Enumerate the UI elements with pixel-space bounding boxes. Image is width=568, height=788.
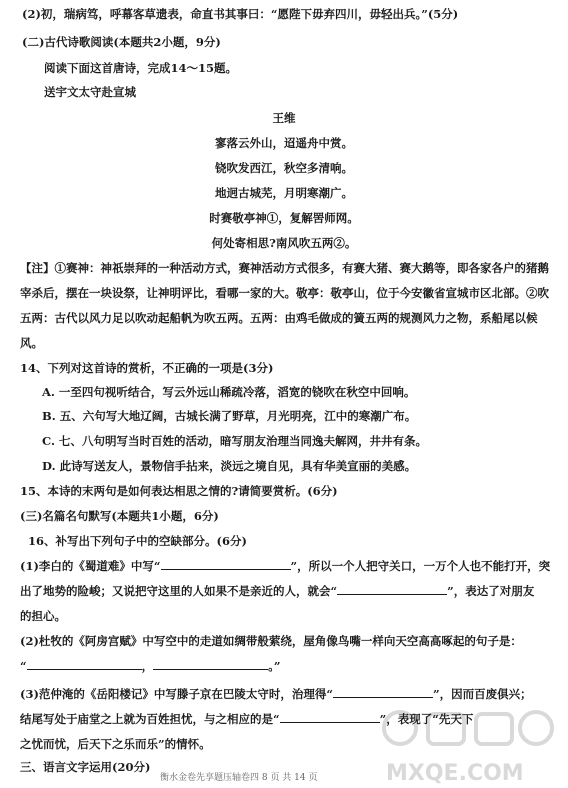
fill-line-8: 之忧而忧，后天下之乐而乐”的情怀。 bbox=[20, 737, 211, 751]
poem-title: 送宇文太守赴宣城 bbox=[44, 85, 136, 99]
fill-text: 。” bbox=[268, 659, 281, 673]
fill-text: 结尾写处于庙堂之上就为百姓担忧，与之相应的是“ bbox=[20, 712, 280, 726]
poem-line: 铙吹发西江，秋空多清响。 bbox=[215, 161, 353, 175]
question-14: 14、下列对这首诗的赏析，不正确的一项是(3分) bbox=[20, 361, 274, 375]
fill-text: (3)范仲淹的《岳阳楼记》中写滕子京在巴陵太守时，治理得“ bbox=[20, 687, 333, 701]
watermark-text: MXQE.COM bbox=[386, 761, 524, 786]
question-13-part-2: (2)初，瑞病笃，呼幕客草遗表，命直书其事曰：“愿陛下毋弃四川，毋轻出兵。”(5分) bbox=[22, 7, 459, 21]
fill-text: ”，所以一个人把守关口，一万个人也不能打开，突 bbox=[290, 559, 551, 573]
answer-blank[interactable] bbox=[161, 558, 291, 570]
answer-blank[interactable] bbox=[337, 583, 447, 595]
fill-text: (1)李白的《蜀道难》中写“ bbox=[20, 559, 161, 573]
question-15: 15、本诗的末两句是如何表达相思之情的?请简要赏析。(6分) bbox=[20, 484, 338, 498]
fill-line-4: (2)杜牧的《阿房宫赋》中写空中的走道如绸带般萦绕，屋角像鸟嘴一样向天空高高啄起的句子是： bbox=[20, 634, 522, 648]
fill-text: ， bbox=[141, 659, 154, 673]
answer-blank[interactable] bbox=[153, 658, 268, 670]
answer-blank[interactable] bbox=[333, 686, 433, 698]
fill-text: ”，表达了对朋友 bbox=[447, 584, 535, 598]
poem-line: 地迥古城芜，月明寒潮广。 bbox=[215, 186, 353, 200]
fill-line-7 bbox=[20, 711, 473, 727]
option-c: C. 七、八句明写当时百姓的活动，暗写朋友治理当同逸夫解网，井井有条。 bbox=[42, 434, 427, 448]
poem-line: 时赛敬亭神①，复解罟师网。 bbox=[209, 211, 359, 225]
answer-blank[interactable] bbox=[280, 711, 380, 723]
fill-text: 出了地势的险峻；又说把守这里的人如果不是亲近的人，就会“ bbox=[20, 584, 338, 598]
watermark-logo bbox=[380, 688, 560, 788]
poem-author: 王维 bbox=[272, 111, 296, 125]
option-b: B. 五、六句写大地辽阔，古城长满了野草，月光明亮，江中的寒潮广布。 bbox=[42, 409, 417, 423]
fill-text: ”，因而百废俱兴； bbox=[433, 687, 532, 701]
fill-line-6 bbox=[20, 686, 532, 702]
page-footer: 衡水金卷先享题压轴卷四 8 页 共 14 页 bbox=[160, 773, 318, 783]
option-a: A. 一至四句视听结合，写云外远山稀疏冷落，滔宽的铙吹在秋空中回响。 bbox=[42, 385, 416, 399]
section-heading-language: 三、语言文字运用(20分) bbox=[20, 760, 151, 774]
poem-note: 五两：古代以风力足以吹动起船帆为吹五两。五两：由鸡毛做成的簧五两的规测风力之物，系船尾以候 bbox=[20, 311, 538, 325]
fill-text: “ bbox=[20, 659, 27, 673]
section-heading-memorization: (三)名篇名句默写(本题共1小题，6分) bbox=[20, 509, 219, 523]
poem-note: 宰杀后，摆在一块设祭，让神明评比，看哪一家的大。敬亭：敬亭山，位于今安徽省宣城市区北部。②吹 bbox=[20, 286, 549, 300]
answer-blank[interactable] bbox=[27, 658, 142, 670]
poem-note: 风。 bbox=[20, 336, 43, 350]
fill-line-5 bbox=[20, 658, 281, 674]
poem-note: 【注】①赛神：神祇崇拜的一种活动方式，赛神活动方式很多，有赛大猪、赛大鹅等，即各家各户的猪鹅 bbox=[20, 261, 549, 275]
fill-line-3: 的担心。 bbox=[20, 609, 66, 623]
poem-line: 何处寄相思?南风吹五两②。 bbox=[211, 236, 357, 250]
reading-instruction: 阅读下面这首唐诗，完成14～15题。 bbox=[44, 61, 238, 75]
question-16: 16、补写出下列句子中的空缺部分。(6分) bbox=[28, 534, 247, 548]
fill-line-2 bbox=[20, 583, 534, 599]
poem-line: 寥落云外山，迢遥舟中赏。 bbox=[215, 136, 353, 150]
option-d: D. 此诗写送友人，景物信手拈来，淡远之境自见，具有华美宣丽的美感。 bbox=[42, 459, 417, 473]
section-heading-poetry: (二)古代诗歌阅读(本题共2小题，9分) bbox=[22, 35, 221, 49]
fill-line-1 bbox=[20, 558, 550, 574]
fill-text: ”，表现了“先天下 bbox=[379, 712, 474, 726]
